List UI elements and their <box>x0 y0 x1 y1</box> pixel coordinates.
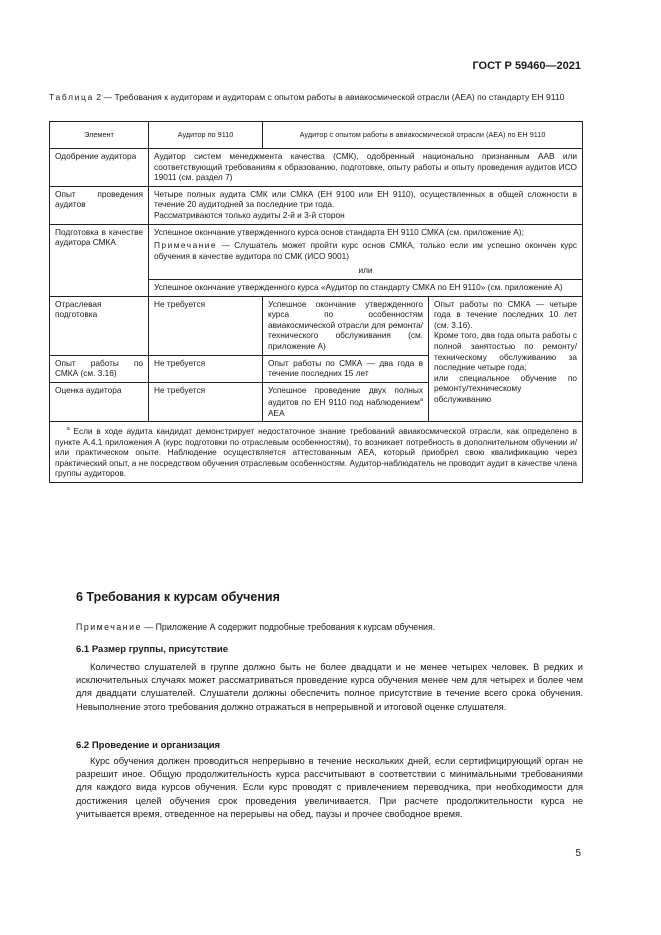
table-row <box>50 149 583 187</box>
row3-element: Подготовка в качестве аудитора СМКА <box>50 224 149 296</box>
row2-text1: Четыре полных аудита СМК или СМКА (ЕН 9100 или ЕН 9110), осуществленных в общей сложности в течение 20 аудитодней за последние три года. <box>154 188 578 210</box>
section-6-2-title: 6.2 Проведение и организация <box>76 740 221 751</box>
row6-auditor: Не требуется <box>149 382 263 422</box>
section-6-title: 6 Требования к курсам обучения <box>76 590 280 604</box>
row4-element: Отраслевая подготовка <box>50 296 149 355</box>
section-6-2-text: Курс обучения должен проводиться непрерывно в течение нескольких дней, если сертифицирующий орган не разрешит иное. Общую продолжительность курса рассчитывают в соответствии с минимальными требованиями для каждого вида курсов обучения. Если курс проводят с привлечением переводчика, при необходимости для достижения целей обучения срок проведения увеличивается. При расчете продолжительности курса не учитывается время, отведенное на перерывы на обед, паузы и прочее свободное время. <box>76 756 583 819</box>
row3-note-label: Примечание <box>154 240 218 251</box>
row2-text2: Рассматриваются только аудиты 2-й и 3-й сторон <box>154 209 345 220</box>
footnote-mark: а <box>66 426 70 433</box>
section-6-1-title: 6.1 Размер группы, присутствие <box>76 644 228 655</box>
document-id: ГОСТ Р 59460—2021 <box>472 60 581 72</box>
merged-text1: Опыт работы по СМКА — четыре года в течение последних 10 лет (см. 3.16). <box>434 298 578 330</box>
section-6-note-text: — Приложение А содержит подробные требования к курсам обучения. <box>141 622 436 632</box>
row3-note <box>154 240 577 261</box>
row5-auditor: Не требуется <box>149 355 263 382</box>
row3-text1: Успешное окончание утвержденного курса основ стандарта ЕН 9110 СМКА (см. приложение А); <box>154 226 524 237</box>
section-6-note-label: Примечание <box>76 622 142 632</box>
row3-text2: Успешное окончание утвержденного курса «Аудитор по стандарту СМКА по ЕН 9110» (см. приложение А) <box>149 279 583 296</box>
row5-aea: Опыт работы по СМКА — два года в течение последних 15 лет <box>263 355 429 382</box>
header-element: Элемент <box>50 122 149 149</box>
footnote-text: Если в ходе аудита кандидат демонстрирует недостаточное знание требований авиакосмической отрасли, как определено в пункте А.4.1 приложения А (курс подготовки по отраслевым особенностям), то возникает потребность в дополнительном обучении и/или практическом опыте. Наблюдение осуществляется аттестованным АЕА, который приобрел свою квалификацию через практический опыт, а не посредством обучения отраслевым особенностям. Аудитор-наблюдатель не проводит аудит в качестве члена группы аудиторов. <box>55 426 578 479</box>
requirements-table <box>49 121 583 483</box>
row4-aea: Успешное окончание утвержденного курса по особенностям авиакосмической отрасли для ремонта/технического обслуживания (см. приложение А) <box>263 296 429 355</box>
table-caption-text: 2 — Требования к аудиторам и аудиторам с опытом работы в авиакосмической отрасли (АЕА) по стандарту ЕН 9110 <box>93 92 565 102</box>
merged-experience-cell <box>429 296 583 422</box>
table-row <box>50 186 583 224</box>
table-footnote-row <box>50 422 583 483</box>
table-header-row <box>50 122 583 149</box>
merged-text3: или специальное обучение по ремонту/техническому обслуживанию <box>434 372 578 404</box>
header-aea: Аудитор с опытом работы в авиакосмической отрасли (АЕА) по ЕН 9110 <box>263 122 583 149</box>
row6-aea-tail: АЕА <box>268 407 285 418</box>
table-row <box>50 296 583 355</box>
row2-cell <box>149 186 583 224</box>
row3-note-text: — Слушатель может пройти курс основ СМКА, только если им успешно окончен курс обучения в качестве аудитора по СМК (ИСО 9001) <box>154 240 578 261</box>
table-footnote <box>50 422 583 483</box>
page-number: 5 <box>575 848 581 859</box>
table-row <box>50 224 583 279</box>
row1-element: Одобрение аудитора <box>50 149 149 187</box>
row2-element: Опыт проведения аудитов <box>50 186 149 224</box>
row6-aea-cell <box>263 382 429 422</box>
section-6-1-text: Количество слушателей в группе должно быть не более двадцати и не менее четырех человек. В редких и исключительных случаях может рассматриваться проведение курса обучения менее чем для четырех и более чем для двадцати слушателей. Слушатели должны обеспечить полное присутствие в течение всего срока обучения. Невыполнение этого требования должно отражаться в непрерывной и итоговой оценке слушателя. <box>76 662 583 712</box>
row4-auditor: Не требуется <box>149 296 263 355</box>
row6-aea-footnote-mark: а <box>419 397 423 404</box>
row1-text: Аудитор систем менеджмента качества (СМК), одобренный национально признанным ААВ или соответствующий требованиям к образованию, подготовке, опыту работы и опыту проведения аудитов ИСО 19011 (см. раздел 7) <box>149 149 583 187</box>
section-6-1-paragraph <box>76 661 583 714</box>
row3-or: или <box>358 265 373 276</box>
row6-aea: Успешное проведение двух полных аудитов по ЕН 9110 под наблюдением <box>268 384 423 408</box>
row3-cell <box>149 224 583 279</box>
row5-element: Опыт работы по СМКА (см. 3.16) <box>50 355 149 382</box>
section-6-2-paragraph <box>76 755 583 821</box>
table-caption-label: Таблица <box>49 92 94 102</box>
table-caption <box>49 91 583 103</box>
row6-element: Оценка аудитора <box>50 382 149 422</box>
header-auditor: Аудитор по 9110 <box>149 122 263 149</box>
section-6-note <box>76 622 435 632</box>
merged-text2: Кроме того, два года опыта работы с полной занятостью по ремонту/техническому обслуживанию за последние четыре года; <box>434 330 578 373</box>
